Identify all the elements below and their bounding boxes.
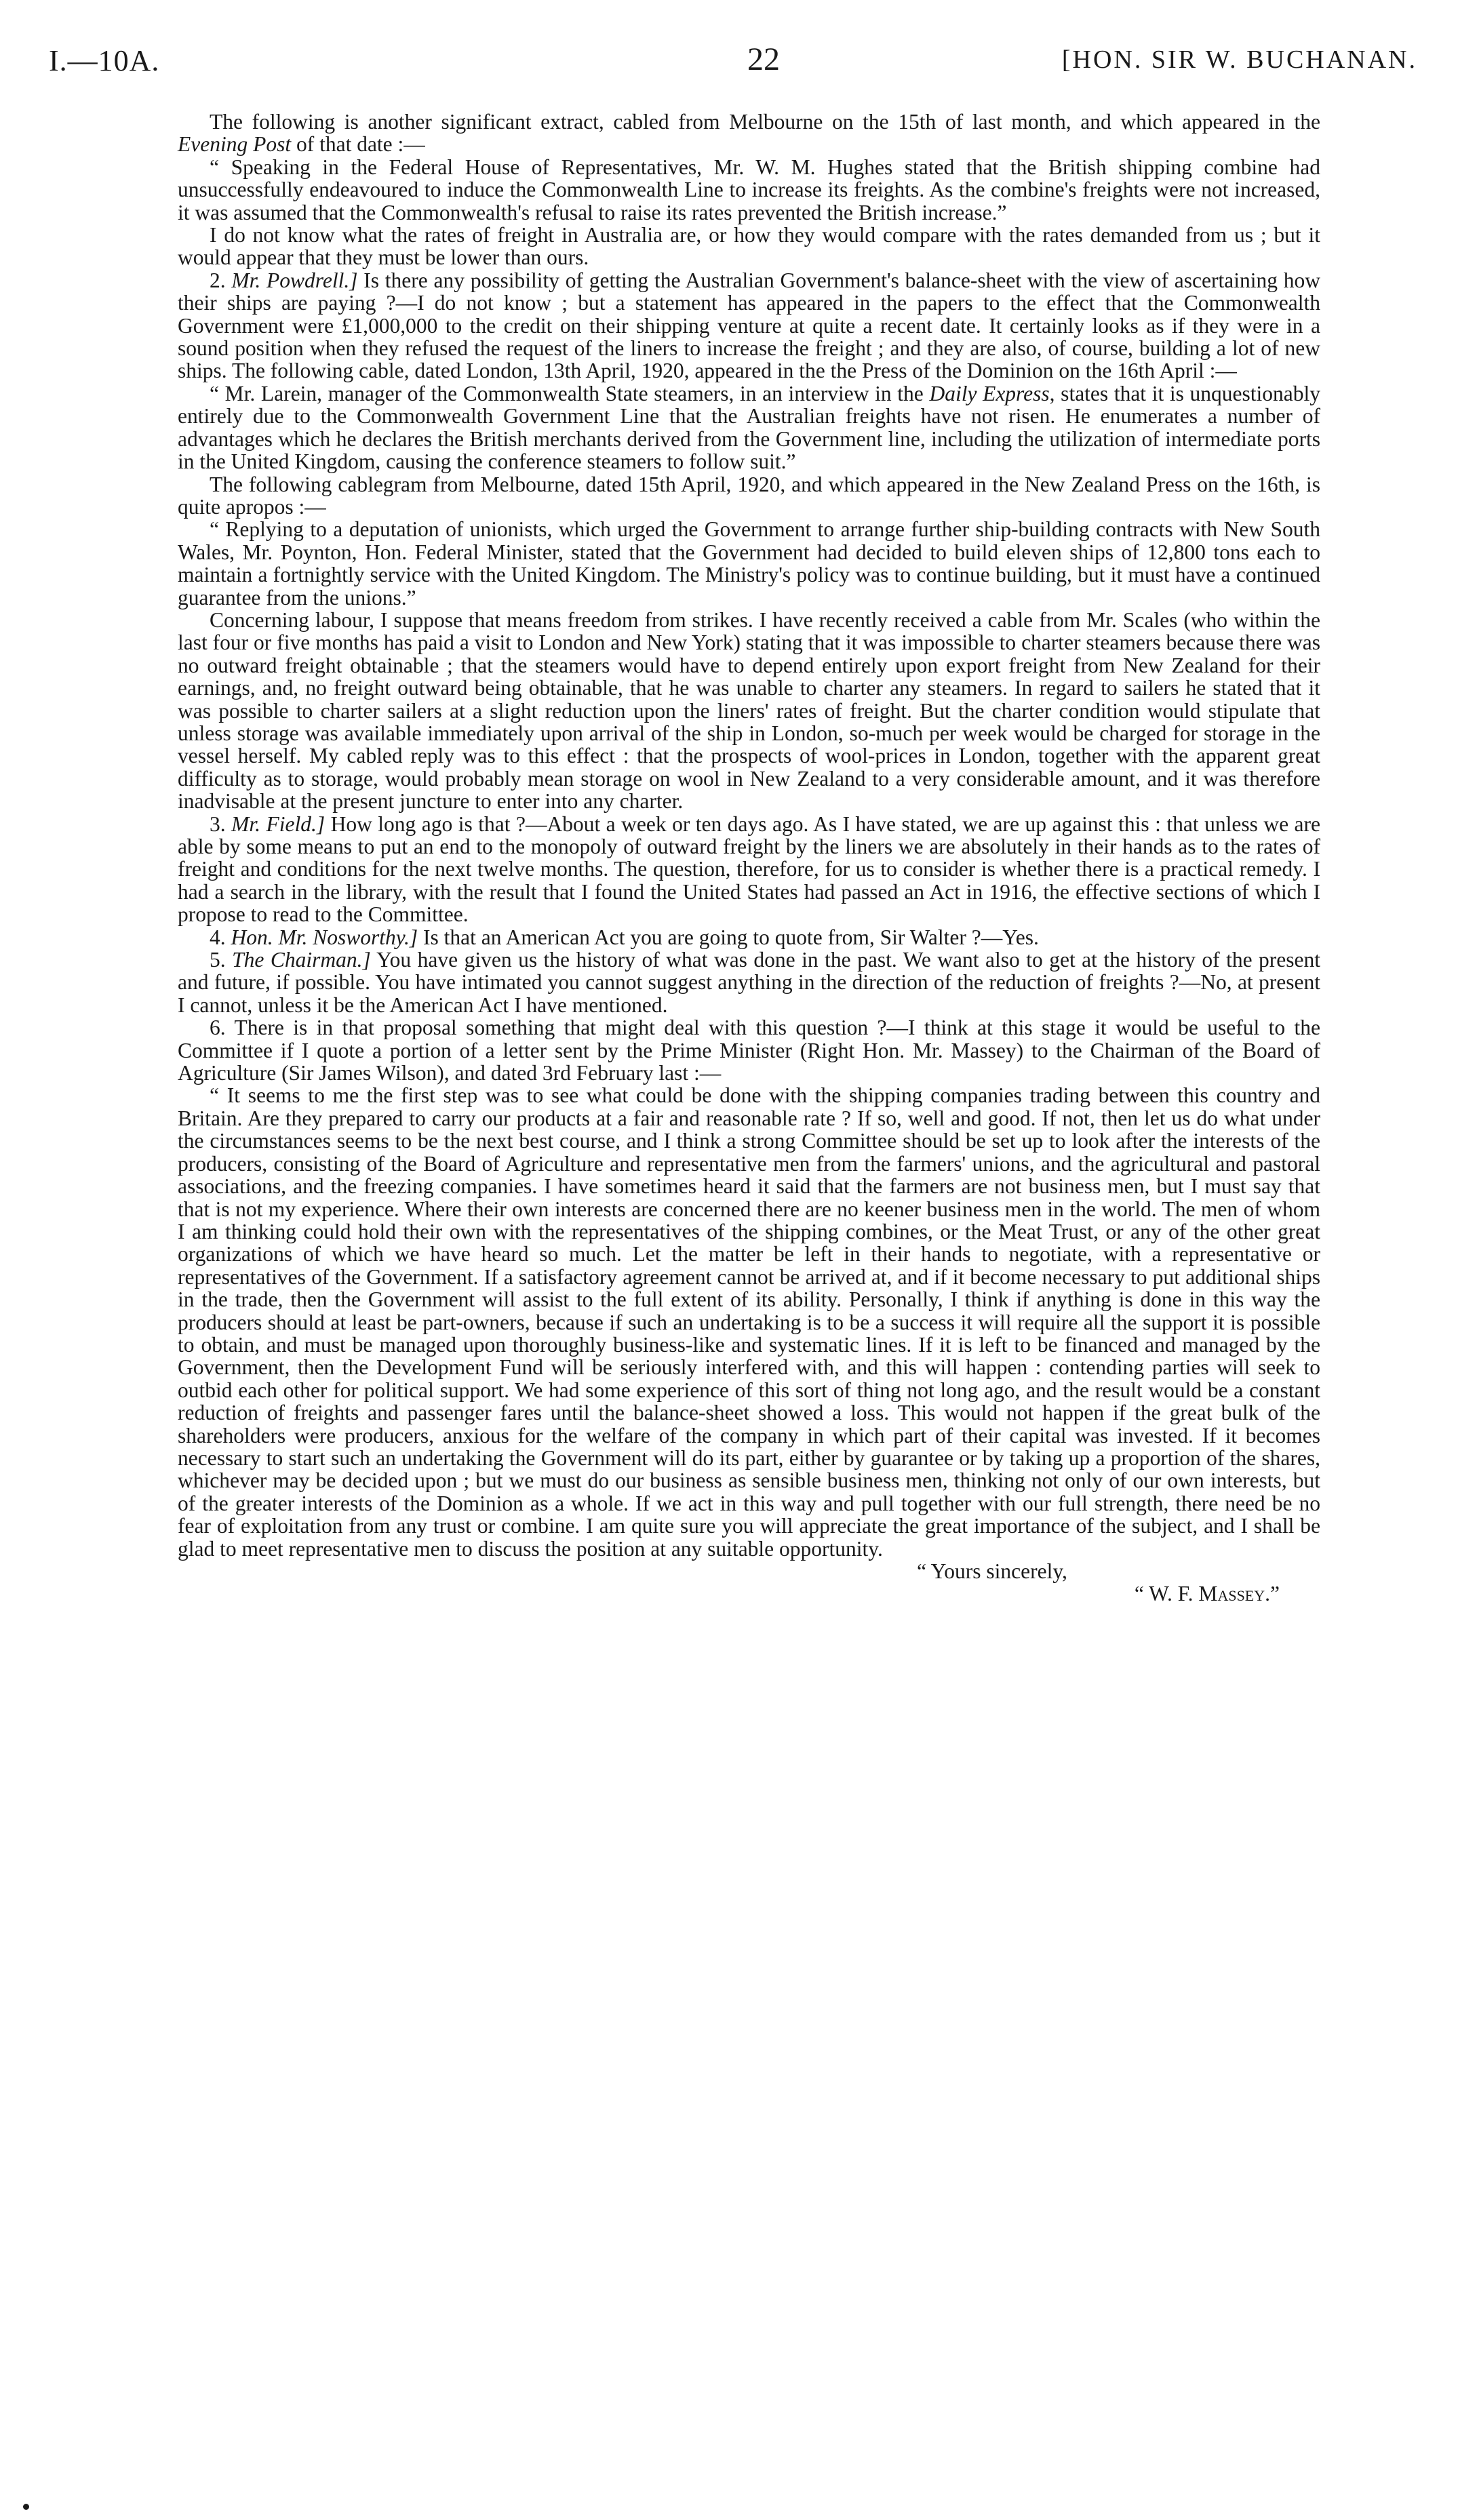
margin-dot xyxy=(23,2504,29,2510)
page-header xyxy=(49,43,1417,84)
letter-signature: “ W. F. Massey.” xyxy=(1134,1582,1280,1606)
paragraph xyxy=(178,609,1320,813)
question-number: 6. xyxy=(210,1016,235,1040)
paper-reference: I.—10A. xyxy=(49,44,160,77)
speaker-name: Hon. Mr. Nosworthy.] xyxy=(231,925,418,949)
paragraph-text: “ It seems to me the first step was to see what could be done with the shipping companies trading between this country and Britain. Are they prepared to carry our products at a fair and reasonable rate ? If so, well and good. If not, then let us do what under the circumstances seems to be the next best course, and I think a strong Committee should be set up to look after the interests of the producers, consisting of the Board of Agriculture and representative men from the farmers' unions, and the agricultural and pastoral associations, and the freezing companies. I have sometimes heard it said that the farmers are not business men, but I must say that that is not my experience. Where their own interests are concerned there are no keener business men in the world. The men of whom I am thinking could hold their own with the representatives of the shipping combines, or the Meat Trust, or any of the other great organizations of which we have heard so much. Let the matter be left in their hands to negotiate, with a representative or representatives of the Government. If a satisfactory agreement cannot be arrived at, and if it become necessary to put additional ships in the trade, then the Government will assist to the full extent of its ability. Personally, I think if anything is done in this way the producers should at least be part-owners, because if such an undertaking is to be a success it will require all the support it is possible to obtain, and must be managed upon thoroughly business-like and systematic lines. If it is left to be financed and managed by the Government, then the Development Fund will be seriously interfered with, and this will happen : contending parties will seek to outbid each other for political support. We had some experience of this sort of thing not long ago, and the result would be a constant reduction of freights and passenger fares until the balance-sheet showed a loss. This would not happen if the great bulk of the shareholders were producers, anxious for the welfare of the company in which part of their capital was invested. If it becomes necessary to start such an undertaking the Government will do its part, either by guarantee or by taking up a proportion of the shares, whichever may be decided upon ; but we must do our business as sensible business men, thinking not only of our own interests, but of the greater interests of the Dominion as a whole. If we act in this way and pull together with our full strength, there need be no fear of exploitation from any trust or combine. I am quite sure you will appreciate the great importance of the subject, and I shall be glad to meet representative men to discuss the position at any suitable opportunity. xyxy=(178,1083,1320,1561)
paragraph-text: Is that an American Act you are going to quote from, Sir Walter ?—Yes. xyxy=(423,925,1039,949)
question-number: 4. xyxy=(210,925,231,949)
question-4 xyxy=(178,926,1320,948)
paragraph xyxy=(178,111,1320,156)
paragraph-text: There is in that proposal something that might deal with this question ?—I think at this stage it would be useful to the Committee if I quote a portion of a letter sent by the Prime Minister (Right Hon. Mr. Massey) to the Chairman of the Board of Agriculture (Sir James Wilson), and dated 3rd February last :— xyxy=(178,1016,1320,1085)
quoted-extract xyxy=(178,156,1320,224)
paragraph-text: Is there any possibility of getting the Australian Government's balance-sheet with the view of ascertaining how their ships are paying ?—I do not know ; but a statement has appeared in the papers to the effect that the Commonwealth Government were £1,000,000 to the credit on their shipping venture at quite a recent date. It certainly looks as if they were in a sound position when they refused the request of the liners to increase the freight ; and they are also, of course, building a lot of new ships. The following cable, dated London, 13th April, 1920, appeared in the the Press of the Dominion on the 16th April :— xyxy=(178,268,1321,383)
quoted-extract xyxy=(178,1084,1320,1560)
paragraph-text: You have given us the history of what was done in the past. We want also to get at the history of the present and future, if possible. You have intimated you cannot suggest anything in the direction of the reduction of freights ?—No, at present I cannot, unless it be the American Act I have mentioned. xyxy=(178,948,1320,1017)
paragraph-text: The following is another significant extract, cabled from Melbourne on the 15th of last month, and which appeared in the Evening Post of that date :— xyxy=(178,110,1320,157)
question-3 xyxy=(178,813,1320,926)
paragraph-text: I do not know what the rates of freight in Australia are, or how they would compare with the rates demanded from us ; but it would appear that they must be lower than ours. xyxy=(178,223,1320,270)
paragraph xyxy=(178,473,1320,519)
paragraph-text: The following cablegram from Melbourne, dated 15th April, 1920, and which appeared in the New Zealand Press on the 16th, is quite apropos :— xyxy=(178,472,1320,519)
speaker-name: Mr. Field.] xyxy=(231,812,326,836)
paragraph-text: How long ago is that ?—About a week or ten days ago. As I have stated, we are up against this : that unless we are able by some means to put an end to the monopoly of outward freight by the liners we are absolutely in their hands as to the rates of freight and conditions for the next twelve months. The question, therefore, for us to consider is whether there is a practical remedy. I had a search in the library, with the result that I found the United States had passed an Act in 1916, the effective sections of which I propose to read to the Committee. xyxy=(178,812,1321,927)
paragraph-text: Concerning labour, I suppose that means freedom from strikes. I have recently received a cable from Mr. Scales (who within the last four or five months has paid a visit to London and New York) stating that it was impossible to charter steamers because there was no outward freight obtainable ; that the steamers would have to depend entirely upon export freight from New Zealand for their earnings, and, no freight outward being obtainable, that he was unable to charter any steamers. In regard to sailers he stated that it was possible to charter sailers at a slight reduction upon the liners' rates of freight. But the charter condition would stipulate that unless storage was available immediately upon arrival of the ship in London, so-much per week would be charged for storage in the vessel herself. My cabled reply was to this effect : that the prospects of wool-prices in London, together with the apparent great difficulty as to storage, would probably mean storage on wool in New Zealand to a very considerable amount, and it was therefore inadvisable at the present juncture to enter into any charter. xyxy=(178,607,1320,814)
paragraph-text: “ Mr. Larein, manager of the Commonwealth State steamers, in an interview in the Daily Express, states that it is unquestionably entirely due to the Commonwealth Government Line that the Australian freights have not risen. He enumerates a number of advantages which he declares the British merchants derived from the Government line, including the utilization of intermediate ports in the United Kingdom, causing the conference steamers to follow suit.” xyxy=(178,381,1321,474)
question-6 xyxy=(178,1016,1320,1084)
quoted-extract xyxy=(178,382,1320,473)
paragraph-text: “ Speaking in the Federal House of Representatives, Mr. W. M. Hughes stated that the British shipping combine had unsuccessfully endeavoured to induce the Commonwealth Line to increase its freights. As the combine's freights were not increased, it was assumed that the Commonwealth's refusal to raise its rates prevented the British increase.” xyxy=(178,155,1320,224)
question-number: 2. xyxy=(210,268,232,292)
paragraph xyxy=(178,224,1320,269)
speaker-name: Mr. Powdrell.] xyxy=(231,268,358,292)
speaker-name: The Chairman.] xyxy=(232,948,371,972)
question-2 xyxy=(178,269,1320,382)
witness-heading: [HON. SIR W. BUCHANAN. xyxy=(1061,45,1417,74)
question-5 xyxy=(178,948,1320,1016)
letter-salutation: “ Yours sincerely, xyxy=(917,1559,1067,1583)
quoted-extract xyxy=(178,518,1320,609)
page-number: 22 xyxy=(747,41,780,77)
question-number: 5. xyxy=(210,948,233,972)
body-text xyxy=(178,111,1320,1605)
paragraph-text: “ Replying to a deputation of unionists, which urged the Government to arrange further ship-building contracts with New South Wales, Mr. Poynton, Hon. Federal Minister, stated that the Government had decided to build eleven ships of 12,800 tons each to maintain a fortnightly service with the United Kingdom. The Ministry's policy was to continue building, but it must have a continued guarantee from the unions.” xyxy=(178,517,1320,609)
question-number: 3. xyxy=(210,812,232,836)
